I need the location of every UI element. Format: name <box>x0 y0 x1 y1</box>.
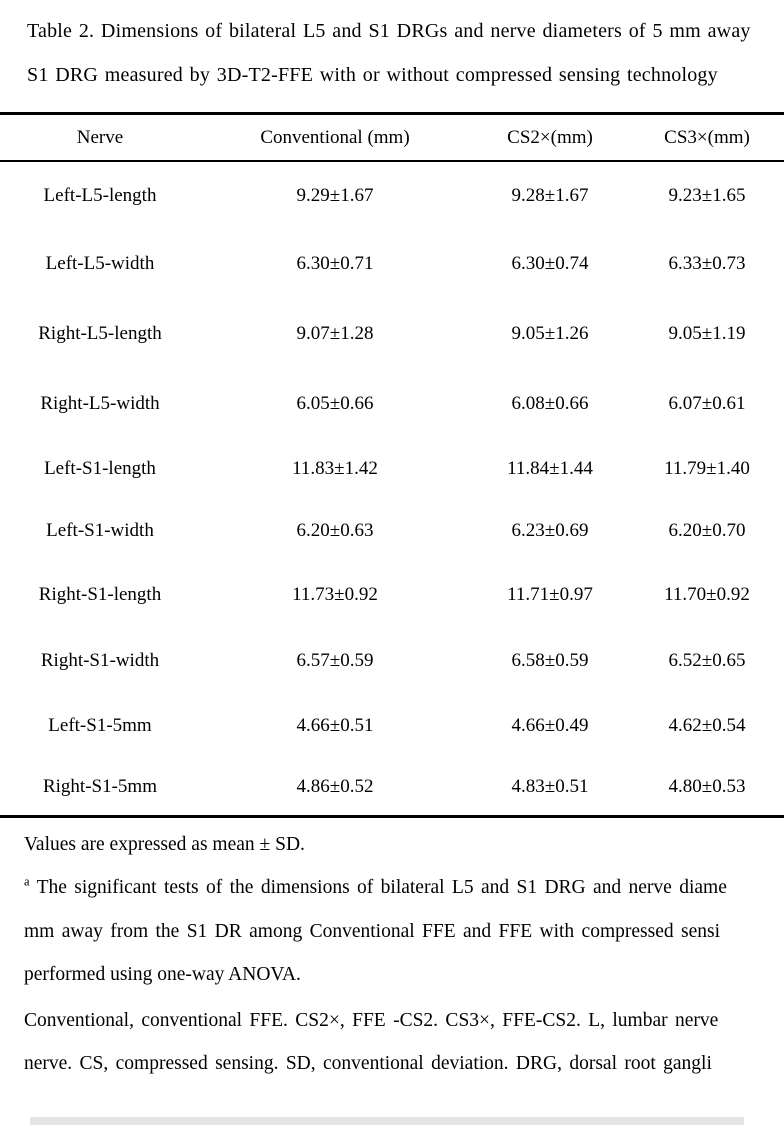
cell-cs2: 9.28±1.67 <box>511 184 589 206</box>
table-header-row <box>0 115 784 162</box>
column-header-nerve: Nerve <box>76 126 124 148</box>
row-label: Right-S1-width <box>40 649 160 671</box>
footnote-significance-cont: mm away from the S1 DR among Conventional FFE and FFE with compressed sensi <box>24 921 720 942</box>
footnote-significance <box>24 874 727 899</box>
cell-cs3: 9.23±1.65 <box>668 184 746 206</box>
cell-cs2: 9.05±1.26 <box>511 323 589 344</box>
row-label: Right-S1-length <box>38 584 162 606</box>
cell-conventional: 6.30±0.71 <box>296 253 374 274</box>
cell-conventional: 11.83±1.42 <box>292 457 378 479</box>
cell-cs2: 6.30±0.74 <box>511 253 589 274</box>
cell-conventional: 6.20±0.63 <box>296 520 374 542</box>
cell-conventional: 9.07±1.28 <box>296 323 374 344</box>
cell-cs3: 9.05±1.19 <box>668 323 746 344</box>
column-header-cs2: CS2×(mm) <box>507 126 593 148</box>
table-row <box>0 758 784 815</box>
cell-cs2: 6.58±0.59 <box>511 649 589 671</box>
table-caption-line2: S1 DRG measured by 3D-T2-FFE with or without compressed sensing technology <box>27 64 718 86</box>
cell-cs3: 6.07±0.61 <box>668 392 746 414</box>
cell-cs3: 4.80±0.53 <box>668 775 746 797</box>
table-row <box>0 563 784 628</box>
cell-cs3: 6.20±0.70 <box>668 520 746 542</box>
row-label: Left-S1-5mm <box>48 715 152 736</box>
cell-conventional: 11.73±0.92 <box>292 584 378 606</box>
data-table <box>0 112 784 818</box>
column-header-conventional: Conventional (mm) <box>260 126 410 148</box>
cell-cs2: 6.08±0.66 <box>511 392 589 414</box>
cell-conventional: 4.86±0.52 <box>296 775 374 797</box>
table-row <box>0 230 784 299</box>
cell-conventional: 6.57±0.59 <box>296 649 374 671</box>
table-caption-line1: Table 2. Dimensions of bilateral L5 and S1 DRGs and nerve diameters of 5 mm away <box>27 20 751 42</box>
cell-cs3: 11.79±1.40 <box>664 457 750 479</box>
row-label: Left-S1-length <box>44 457 156 479</box>
row-label: Left-S1-width <box>46 520 154 542</box>
cell-cs3: 6.52±0.65 <box>668 649 746 671</box>
row-label: Right-S1-5mm <box>42 775 157 797</box>
row-label: Right-L5-width <box>40 392 160 414</box>
cell-cs3: 11.70±0.92 <box>664 584 750 606</box>
row-label: Left-L5-length <box>43 184 157 206</box>
table-row <box>0 694 784 758</box>
cell-cs3: 4.62±0.54 <box>668 715 746 736</box>
table-row <box>0 628 784 695</box>
table-row <box>0 162 784 230</box>
cell-conventional: 4.66±0.51 <box>296 715 374 736</box>
cell-cs2: 4.83±0.51 <box>511 775 589 797</box>
cell-cs2: 4.66±0.49 <box>511 715 589 736</box>
footnote-significance-text: The significant tests of the dimensions of bilateral L5 and S1 DRG and nerve diame <box>29 877 727 898</box>
footnote-abbreviations-line1: Conventional, conventional FFE. CS2×, FFE -CS2. CS3×, FFE-CS2. L, lumbar nerve <box>24 1010 719 1031</box>
bottom-partial-element <box>30 1117 744 1125</box>
cell-cs2: 11.84±1.44 <box>507 457 593 479</box>
footnote-abbreviations-line2: nerve. CS, compressed sensing. SD, conventional deviation. DRG, dorsal root gangli <box>24 1053 712 1074</box>
row-label: Left-L5-width <box>45 253 155 274</box>
table-row <box>0 299 784 370</box>
cell-cs3: 6.33±0.73 <box>668 253 746 274</box>
row-label: Right-L5-length <box>38 323 162 344</box>
cell-conventional: 9.29±1.67 <box>296 184 374 206</box>
footnote-values-sd: Values are expressed as mean ± SD. <box>24 834 305 855</box>
column-header-cs3: CS3×(mm) <box>664 126 750 148</box>
footnote-marker-a: a <box>24 874 30 889</box>
table-row <box>0 438 784 500</box>
table-row <box>0 500 784 564</box>
cell-conventional: 6.05±0.66 <box>296 392 374 414</box>
cell-cs2: 11.71±0.97 <box>507 584 593 606</box>
table-row <box>0 370 784 438</box>
cell-cs2: 6.23±0.69 <box>511 520 589 542</box>
footnote-anova: performed using one-way ANOVA. <box>24 964 301 985</box>
table-body <box>0 162 784 815</box>
